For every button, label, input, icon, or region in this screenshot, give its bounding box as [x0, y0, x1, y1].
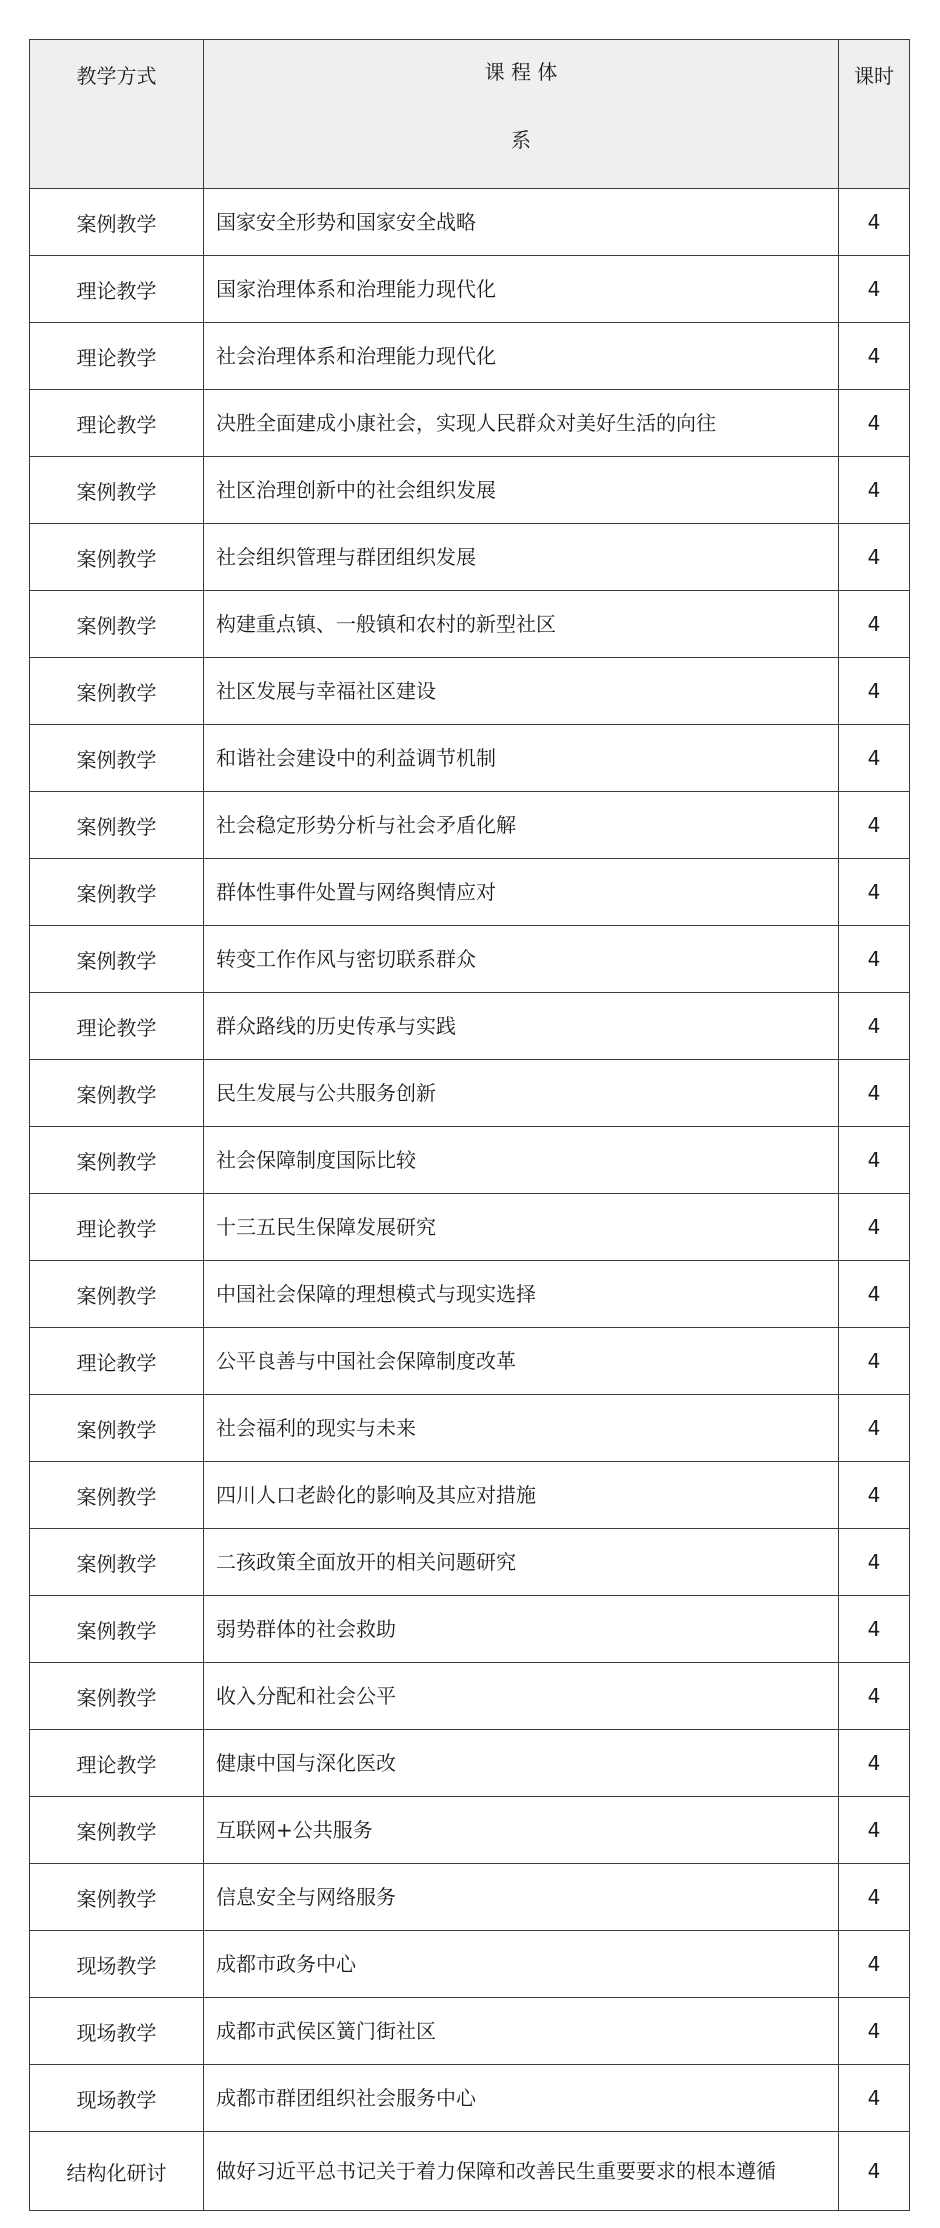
row-hours: 4 — [839, 1931, 910, 1998]
row-topic: 收入分配和社会公平 — [204, 1663, 839, 1730]
row-topic: 互联网+公共服务 — [204, 1797, 839, 1864]
row-topic: 和谐社会建设中的利益调节机制 — [204, 725, 839, 792]
row-topic: 成都市政务中心 — [204, 1931, 839, 1998]
row-method: 理论教学 — [30, 1328, 204, 1395]
row-hours: 4 — [839, 792, 910, 859]
row-hours: 4 — [839, 1998, 910, 2065]
table-row — [30, 1663, 910, 1730]
header-course-system-line1: 课 程 体 — [484, 60, 558, 84]
row-method: 案例教学 — [30, 926, 204, 993]
row-hours: 4 — [839, 926, 910, 993]
row-hours: 4 — [839, 1730, 910, 1797]
row-method: 理论教学 — [30, 323, 204, 390]
row-hours: 4 — [839, 1060, 910, 1127]
row-hours: 4 — [839, 859, 910, 926]
row-method: 理论教学 — [30, 256, 204, 323]
row-hours: 4 — [839, 1261, 910, 1328]
row-method: 案例教学 — [30, 1864, 204, 1931]
table-body — [30, 189, 910, 2211]
row-hours: 4 — [839, 1663, 910, 1730]
row-method: 案例教学 — [30, 1060, 204, 1127]
row-method: 理论教学 — [30, 1730, 204, 1797]
table-row — [30, 1931, 910, 1998]
table-row — [30, 792, 910, 859]
row-method: 案例教学 — [30, 1663, 204, 1730]
row-topic: 国家安全形势和国家安全战略 — [204, 189, 839, 256]
table-row — [30, 926, 910, 993]
row-method: 现场教学 — [30, 1998, 204, 2065]
table-row — [30, 658, 910, 725]
table-row — [30, 2065, 910, 2132]
header-hours: 课时 — [839, 40, 910, 189]
row-topic: 社会保障制度国际比较 — [204, 1127, 839, 1194]
row-hours: 4 — [839, 658, 910, 725]
table-row — [30, 457, 910, 524]
row-topic: 中国社会保障的理想模式与现实选择 — [204, 1261, 839, 1328]
row-hours: 4 — [839, 189, 910, 256]
row-hours: 4 — [839, 1797, 910, 1864]
row-hours: 4 — [839, 2132, 910, 2211]
row-method: 现场教学 — [30, 1931, 204, 1998]
table-row — [30, 1998, 910, 2065]
table-row — [30, 1194, 910, 1261]
row-topic: 构建重点镇、一般镇和农村的新型社区 — [204, 591, 839, 658]
row-hours: 4 — [839, 524, 910, 591]
table-row — [30, 1127, 910, 1194]
row-topic: 社区发展与幸福社区建设 — [204, 658, 839, 725]
row-topic: 成都市群团组织社会服务中心 — [204, 2065, 839, 2132]
row-hours: 4 — [839, 1596, 910, 1663]
table-row — [30, 524, 910, 591]
row-hours: 4 — [839, 1462, 910, 1529]
table-row — [30, 1797, 910, 1864]
row-hours: 4 — [839, 457, 910, 524]
row-method: 结构化研讨 — [30, 2132, 204, 2211]
table-row — [30, 1596, 910, 1663]
row-hours: 4 — [839, 591, 910, 658]
row-topic: 二孩政策全面放开的相关问题研究 — [204, 1529, 839, 1596]
row-topic: 社区治理创新中的社会组织发展 — [204, 457, 839, 524]
row-hours: 4 — [839, 993, 910, 1060]
row-method: 案例教学 — [30, 1127, 204, 1194]
row-hours: 4 — [839, 725, 910, 792]
row-topic: 社会稳定形势分析与社会矛盾化解 — [204, 792, 839, 859]
table-row — [30, 1730, 910, 1797]
header-row — [30, 40, 910, 189]
row-topic: 十三五民生保障发展研究 — [204, 1194, 839, 1261]
row-hours: 4 — [839, 390, 910, 457]
row-hours: 4 — [839, 2065, 910, 2132]
table-row — [30, 2132, 910, 2211]
row-topic: 做好习近平总书记关于着力保障和改善民生重要要求的根本遵循 — [204, 2132, 839, 2211]
row-method: 理论教学 — [30, 993, 204, 1060]
row-topic: 民生发展与公共服务创新 — [204, 1060, 839, 1127]
row-hours: 4 — [839, 1127, 910, 1194]
row-hours: 4 — [839, 1194, 910, 1261]
table-header — [30, 40, 910, 189]
table-row — [30, 390, 910, 457]
row-topic: 国家治理体系和治理能力现代化 — [204, 256, 839, 323]
row-method: 案例教学 — [30, 524, 204, 591]
row-hours: 4 — [839, 1395, 910, 1462]
row-topic: 弱势群体的社会救助 — [204, 1596, 839, 1663]
row-method: 案例教学 — [30, 792, 204, 859]
header-course-system — [204, 40, 839, 189]
row-method: 案例教学 — [30, 658, 204, 725]
header-course-system-line2: 系 — [511, 128, 531, 152]
course-table — [29, 39, 910, 2211]
table-row — [30, 1060, 910, 1127]
header-method: 教学方式 — [30, 40, 204, 189]
row-topic: 转变工作作风与密切联系群众 — [204, 926, 839, 993]
table-row — [30, 1261, 910, 1328]
table-row — [30, 591, 910, 658]
row-method: 案例教学 — [30, 1395, 204, 1462]
row-method: 案例教学 — [30, 457, 204, 524]
row-method: 案例教学 — [30, 1797, 204, 1864]
table-row — [30, 1864, 910, 1931]
row-method: 理论教学 — [30, 390, 204, 457]
table-row — [30, 993, 910, 1060]
row-method: 现场教学 — [30, 2065, 204, 2132]
row-topic: 群众路线的历史传承与实践 — [204, 993, 839, 1060]
row-method: 理论教学 — [30, 1194, 204, 1261]
row-hours: 4 — [839, 256, 910, 323]
row-method: 案例教学 — [30, 1462, 204, 1529]
row-method: 案例教学 — [30, 725, 204, 792]
row-topic: 社会治理体系和治理能力现代化 — [204, 323, 839, 390]
row-hours: 4 — [839, 1864, 910, 1931]
row-method: 案例教学 — [30, 591, 204, 658]
table-row — [30, 1395, 910, 1462]
table-row — [30, 859, 910, 926]
table-row — [30, 323, 910, 390]
row-method: 案例教学 — [30, 1261, 204, 1328]
table-row — [30, 1529, 910, 1596]
row-topic: 社会组织管理与群团组织发展 — [204, 524, 839, 591]
table-row — [30, 256, 910, 323]
row-topic: 信息安全与网络服务 — [204, 1864, 839, 1931]
row-topic: 公平良善与中国社会保障制度改革 — [204, 1328, 839, 1395]
table-row — [30, 1462, 910, 1529]
table-row — [30, 725, 910, 792]
table-row — [30, 1328, 910, 1395]
row-topic: 社会福利的现实与未来 — [204, 1395, 839, 1462]
row-topic: 群体性事件处置与网络舆情应对 — [204, 859, 839, 926]
row-hours: 4 — [839, 323, 910, 390]
table-row — [30, 189, 910, 256]
row-hours: 4 — [839, 1328, 910, 1395]
row-hours: 4 — [839, 1529, 910, 1596]
row-method: 案例教学 — [30, 1596, 204, 1663]
row-method: 案例教学 — [30, 189, 204, 256]
row-topic: 成都市武侯区簧门街社区 — [204, 1998, 839, 2065]
row-topic: 四川人口老龄化的影响及其应对措施 — [204, 1462, 839, 1529]
row-method: 案例教学 — [30, 859, 204, 926]
row-topic: 决胜全面建成小康社会，实现人民群众对美好生活的向往 — [204, 390, 839, 457]
row-method: 案例教学 — [30, 1529, 204, 1596]
row-topic: 健康中国与深化医改 — [204, 1730, 839, 1797]
